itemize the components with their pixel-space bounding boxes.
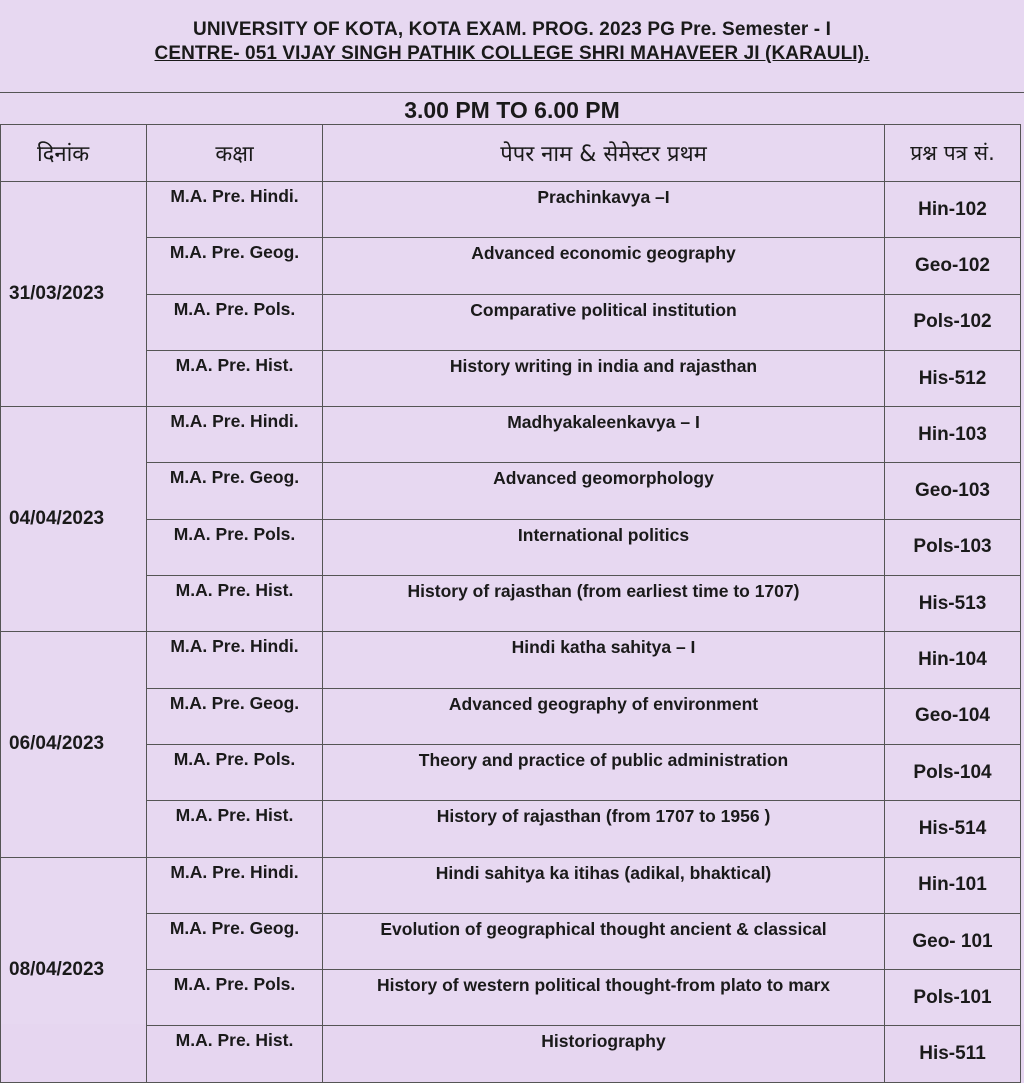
class-cell: M.A. Pre. Hindi. (147, 407, 323, 463)
column-header-class: कक्षा (147, 125, 323, 182)
header-title: UNIVERSITY OF KOTA, KOTA EXAM. PROG. 2023 PG Pre. Semester - I (193, 19, 831, 40)
code-cell: Hin-103 (885, 407, 1021, 463)
time-slot-banner: 3.00 PM TO 6.00 PM (0, 92, 1024, 127)
paper-cell: Prachinkavya –I (323, 182, 885, 238)
paper-cell: Historiography (323, 1026, 885, 1082)
paper-cell: Evolution of geographical thought ancient & classical (323, 913, 885, 969)
class-cell: M.A. Pre. Hist. (147, 801, 323, 857)
code-cell: Pols-104 (885, 744, 1021, 800)
class-cell: M.A. Pre. Hindi. (147, 857, 323, 913)
class-cell: M.A. Pre. Hindi. (147, 632, 323, 688)
column-header-paper: पेपर नाम & सेमेस्टर प्रथम (323, 125, 885, 182)
date-cell: 06/04/2023 (1, 632, 147, 857)
code-cell: Pols-102 (885, 294, 1021, 350)
code-cell: Geo-104 (885, 688, 1021, 744)
schedule-body (1, 182, 1021, 1083)
column-header-date: दिनांक (1, 125, 147, 182)
table-row (1, 463, 1021, 519)
class-cell: M.A. Pre. Geog. (147, 688, 323, 744)
table-row (1, 1026, 1021, 1082)
document-header (0, 18, 1024, 66)
date-cell: 08/04/2023 (1, 857, 147, 1082)
code-cell: His-511 (885, 1026, 1021, 1082)
schedule-table (0, 124, 1021, 1083)
paper-cell: History writing in india and rajasthan (323, 350, 885, 406)
paper-cell: Hindi katha sahitya – I (323, 632, 885, 688)
class-cell: M.A. Pre. Hindi. (147, 182, 323, 238)
paper-cell: Theory and practice of public administration (323, 744, 885, 800)
table-row (1, 519, 1021, 575)
table-row (1, 350, 1021, 406)
class-cell: M.A. Pre. Geog. (147, 463, 323, 519)
table-row (1, 688, 1021, 744)
class-cell: M.A. Pre. Pols. (147, 519, 323, 575)
class-cell: M.A. Pre. Geog. (147, 238, 323, 294)
class-cell: M.A. Pre. Pols. (147, 744, 323, 800)
date-cell: 04/04/2023 (1, 407, 147, 632)
paper-cell: History of western political thought-from plato to marx (323, 970, 885, 1026)
table-row (1, 857, 1021, 913)
class-cell: M.A. Pre. Pols. (147, 970, 323, 1026)
code-cell: Hin-104 (885, 632, 1021, 688)
code-cell: Geo- 101 (885, 913, 1021, 969)
paper-cell: Advanced geography of environment (323, 688, 885, 744)
code-cell: His-513 (885, 576, 1021, 632)
paper-cell: Comparative political institution (323, 294, 885, 350)
code-cell: Hin-101 (885, 857, 1021, 913)
date-cell: 31/03/2023 (1, 182, 147, 407)
paper-cell: History of rajasthan (from earliest time to 1707) (323, 576, 885, 632)
table-row (1, 407, 1021, 463)
table-row (1, 632, 1021, 688)
column-header-code: प्रश्न पत्र सं. (885, 125, 1021, 182)
table-row (1, 801, 1021, 857)
table-row (1, 182, 1021, 238)
code-cell: Pols-101 (885, 970, 1021, 1026)
paper-cell: Advanced geomorphology (323, 463, 885, 519)
class-cell: M.A. Pre. Geog. (147, 913, 323, 969)
code-cell: Geo-102 (885, 238, 1021, 294)
paper-cell: International politics (323, 519, 885, 575)
class-cell: M.A. Pre. Pols. (147, 294, 323, 350)
class-cell: M.A. Pre. Hist. (147, 350, 323, 406)
table-row (1, 294, 1021, 350)
table-row (1, 970, 1021, 1026)
class-cell: M.A. Pre. Hist. (147, 576, 323, 632)
code-cell: His-514 (885, 801, 1021, 857)
code-cell: Pols-103 (885, 519, 1021, 575)
paper-cell: History of rajasthan (from 1707 to 1956 ) (323, 801, 885, 857)
table-row (1, 576, 1021, 632)
code-cell: Geo-103 (885, 463, 1021, 519)
code-cell: His-512 (885, 350, 1021, 406)
paper-cell: Advanced economic geography (323, 238, 885, 294)
code-cell: Hin-102 (885, 182, 1021, 238)
table-row (1, 913, 1021, 969)
header-centre: CENTRE- 051 VIJAY SINGH PATHIK COLLEGE SHRI MAHAVEER JI (KARAULI). (154, 43, 870, 64)
paper-cell: Madhyakaleenkavya – I (323, 407, 885, 463)
paper-cell: Hindi sahitya ka itihas (adikal, bhaktical) (323, 857, 885, 913)
table-row (1, 238, 1021, 294)
table-header-row (1, 125, 1021, 182)
table-row (1, 744, 1021, 800)
class-cell: M.A. Pre. Hist. (147, 1026, 323, 1082)
